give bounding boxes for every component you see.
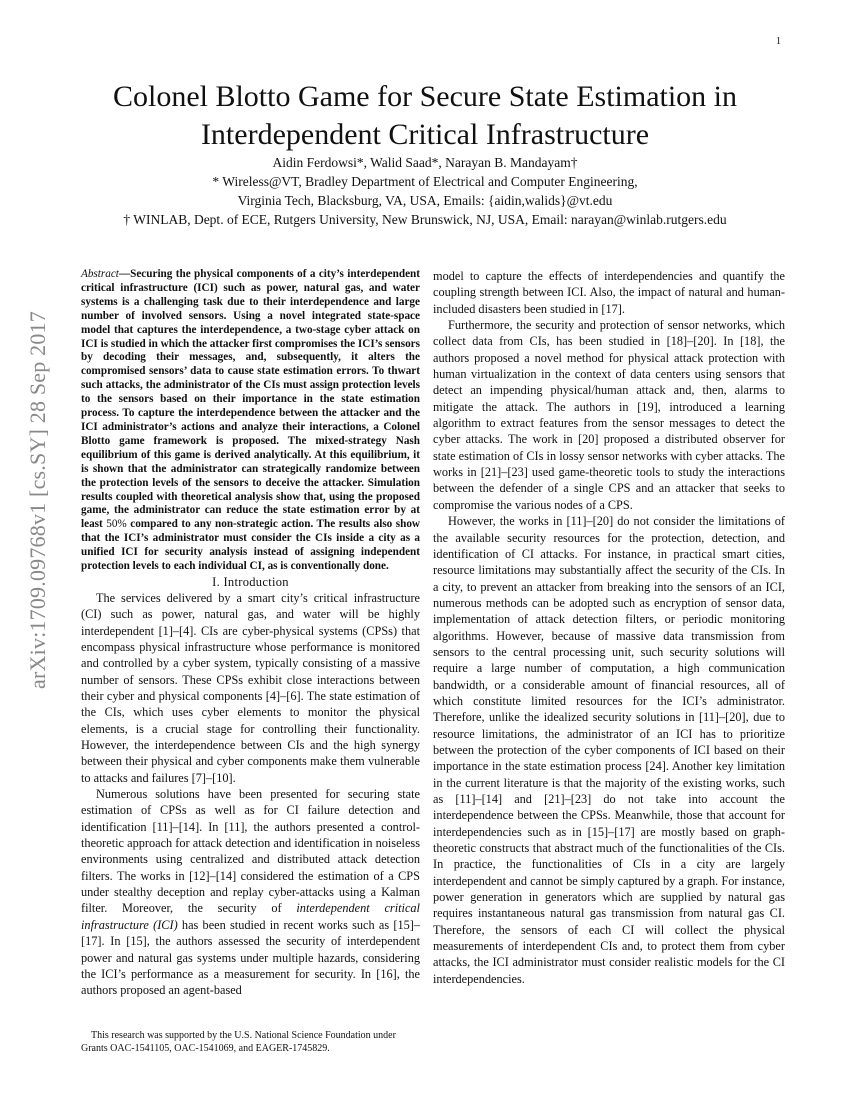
right-paragraph-continued: model to capture the effects of interdependencies and quantify the coupling strength between ICI. Also, the impact of natural and human-included disasters been studied in [17].: [433, 269, 785, 316]
intro-paragraph-2-b: has been studied in recent works such as [15]–[17]. In [15], the authors assessed the security of interdependent power and natural gas systems under multiple hazards, considering the ICI’s performance as a measurement for security. In [16], the authors proposed an agent-based: [81, 917, 420, 998]
affiliation-2: † WINLAB, Dept. of ECE, Rutgers University, New Brunswick, NJ, USA, Email: narayan@winlab.rutgers.edu: [123, 212, 727, 227]
affiliation-1-line-2: Virginia Tech, Blacksburg, VA, USA, Emails: {aidin,walids}@vt.edu: [237, 193, 613, 208]
intro-paragraph-1: The services delivered by a smart city’s critical infrastructure (CI) such as power, natural gas, and water will be highly interdependent [1]–[4]. CIs are cyber-physical systems (CPSs) that encompass physical infrastructure whose performance is monitored and controlled by a cyber system, typically consisting of a massive number of sensors. These CPSs exhibit close interactions between their cyber and physical components [4]–[6]. The state estimation of the CIs, which uses cyber elements to monitor the physical elements, is a crucial stage for controlling their functionality. However, the interdependence between CIs and the high synergy between their physical and cyber components make them vulnerable to attacks and failures [7]–[10].: [81, 590, 420, 785]
funding-footnote: This research was supported by the U.S. National Science Foundation under Grants OAC-1541105, OAC-1541069, and EAGER-1745829.: [81, 1030, 396, 1054]
right-column: [433, 268, 785, 987]
abstract: [81, 268, 420, 574]
paper-title: Colonel Blotto Game for Secure State Estimation in Interdependent Critical Infrastructure: [112, 80, 738, 151]
abstract-text-a: —Securing the physical components of a city’s interdependent critical infrastructure (ICI) such as power, natural gas, and water systems is a challenging task due to their interdependence and large number of involved sensors. Using a novel integrated state-space model that captures the interdependence, a two-stage cyber attack on ICI is studied in which the attacker first compromises the ICI’s sensors by decoding their messages, and, subsequently, it alters the compromised sensors’ data to cause state estimation errors. To thwart such attacks, the administrator of the CIs must assign protection levels to the sensors based on their importance in the state estimation process. To capture the interdependence between the attacker and the ICI administrator’s actions and analyze their interactions, a Colonel Blotto game framework is proposed. The mixed-strategy Nash equilibrium of this game is derived analytically. At this equilibrium, it is shown that the administrator can strategically randomize between the protection levels of the sensors to deceive the attacker. Simulation results coupled with theoretical analysis show that, using the proposed game, the administrator can reduce the state estimation error by at least: [81, 268, 420, 531]
arxiv-stamp: arXiv:1709.09768v1 [cs.SY] 28 Sep 2017: [25, 311, 50, 689]
section-heading-introduction: I. Introduction: [212, 574, 289, 589]
author-block: [60, 153, 790, 229]
right-paragraph-2: However, the works in [11]–[20] do not consider the limitations of the available security resources for the protection, detection, and identification of CI attacks. For instance, in practical smart cities, resource limitations may substantially affect the security of the CIs. In a city, to prevent an attacker from breaking into the sensors of an ICI, numerous methods can be adopted such as encryption of sensor data, implementation of attack detection filters, or periodic monitoring algorithms. However, because of massive data transmission from sensors to the central processing unit, such security solutions will require a large number of computation, a high communication bandwidth, or a considerable amount of financial resources, all of which constitute limited resources for the ICI’s administrator. Therefore, unlike the idealized security solutions in [11]–[20], due to resource limitations, the administrator of an ICI has to prioritize between the protection of the cyber components of ICI based on their importance in the state estimation process [24]. Another key limitation in the current literature is that the majority of the existing works, such as [11]–[14] and [21]–[23] do not take into account the interdependence between the CPSs. Meanwhile, those that account for interdependencies such as in [15]–[17] are mostly based on graph-theoretic constructs that abstract much of the functionalities of the CIs. In practice, the functionalities of CIs in a city are largely interdependent and cannot be simply captured by a graph. For instance, power generation in generators which are supplied by natural gas requires instantaneous natural gas transmission from natural gas CI. Therefore, the sensors of each CI will collect the physical measurements of interdependent CIs and, to protect them from cyber attacks, the ICI administrator must consider realistic models for the CI interdependencies.: [433, 514, 785, 986]
abstract-lead: Abstract: [81, 268, 119, 280]
abstract-text-b: compared to any non-strategic action. The results also show that the ICI’s administrator must consider the CIs inside a city as a unified ICI for security analysis instead of assigning independent protection levels to each individual CI, as is conventionally done.: [81, 518, 421, 573]
abstract-percent: 50%: [106, 518, 127, 531]
page-number: 1: [776, 36, 781, 47]
intro-paragraph-2: [81, 786, 420, 998]
arxiv-sidebar: [22, 300, 54, 700]
right-paragraph-1: Furthermore, the security and protection of sensor networks, which collect data from CIs, has been studied in [18]–[20]. In [18], the authors proposed a novel method for physical attack protection with human virtualization in the context of data centers using sensors that detect an impending physical/human attack and, then, alarms to mitigate the attack. The authors in [19], introduced a learning algorithm to extract features from the sensor messages to detect the cyber attacks. The work in [20] proposed a distributed observer for state estimation of CIs in lossy sensor networks with cyber attacks. The works in [21]–[23] used game-theoretic tools to study the interactions between the defender of a single CPS and an attacker that seeks to compromise the various nodes of a CPS.: [433, 318, 785, 512]
intro-paragraph-2-emphasis: interdependent critical infrastructure (ICI): [81, 901, 420, 932]
author-names: Aidin Ferdowsi*, Walid Saad*, Narayan B. Mandayam†: [272, 155, 578, 170]
intro-paragraph-2-a: Numerous solutions have been presented for securing state estimation of CPSs as well as for CI failure detection and identification [11]–[14]. In [11], the authors presented a control-theoretic approach for attack detection and identification in noiseless environments using centralized and distributed attack detection filters. The works in [12]–[14] considered the estimation of a CPS under stealthy deception and replay cyber-attacks using a Kalman filter. Moreover, the security of: [81, 787, 420, 916]
left-column: [81, 268, 420, 999]
affiliation-1-line-1: * Wireless@VT, Bradley Department of Electrical and Computer Engineering,: [212, 174, 638, 189]
